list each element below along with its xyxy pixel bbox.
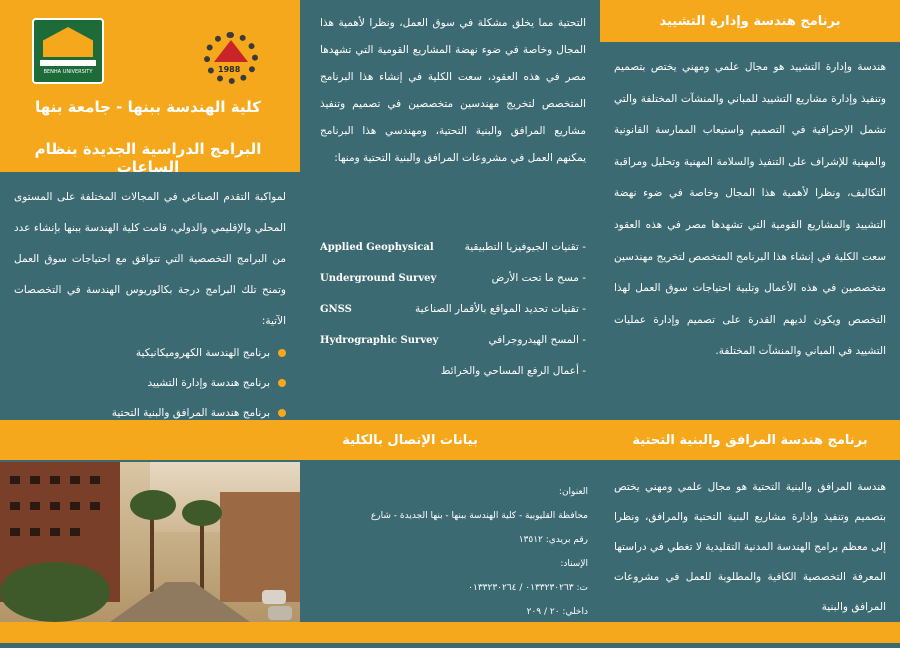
photo-window (70, 476, 80, 484)
construction-program-text: هندسة وإدارة التشييد هو مجال علمي ومهني يختص بتصميم وتنفيذ وإدارة مشاريع التشييد للمباني والمنشآت المختلفة والتي تشمل الإحترافية في التصميم واستيعاب الممارسة القانونية والمهنية للإشراف على التنفيذ والسلامة المهنية وتحليل ومراقبة التكاليف، ونظرا لأهمية هذا المجال وخاصة في ضوء نهضة التشييد والمشاريع القومية التي تشهدها مصر في هذه العقود سعت الكلية في إنشاء هذا البرنامج المتخصص لتخريج مهندسين متخصصين في هذه الأعمال وتلبية احتياجات سوق العمل لهذا التخصص ويكون لديهم القدرة على تصميم وإدارة عمليات التشييد في المباني والمنشآت المختلفة. (614, 61, 886, 358)
technique-ar: - أعمال الرفع المساحي والخرائط (440, 365, 586, 377)
infra-program-text: هندسة المرافق والبنية التحتية هو مجال علمي ومهني يختص بتصميم وتنفيذ وإدارة مشاريع البنية التحتية والمرافق، ونظرا إلى معظم برامج الهندسة المدنية التقليدية لا تغطي في دراستها المعرفة التخصصية الكافية والمطلوبة للعمل في مشروعات المرافق والبنية (614, 481, 886, 613)
techniques-list (320, 232, 586, 387)
technique-ar: - تقنيات الجيوفيزيا التطبيقية (464, 241, 586, 253)
photo-window (30, 502, 40, 510)
infra-program-title: برنامج هندسة المرافق والبنية التحتية (632, 432, 868, 448)
photo-window (50, 502, 60, 510)
construction-program-header (600, 0, 900, 42)
technique-en: Hydrographic Survey (320, 335, 439, 346)
photo-window (70, 502, 80, 510)
photo-car (262, 590, 286, 604)
program-label: برنامج هندسة المرافق والبنية التحتية (111, 407, 270, 419)
program-subtitle: البرامج الدراسية الجديدة بنظام الساعات (34, 140, 262, 176)
construction-program-title: برنامج هندسة وإدارة التشييد (659, 13, 841, 29)
campus-photo (0, 462, 300, 622)
photo-window (50, 528, 60, 536)
photo-window (50, 476, 60, 484)
bullet-dot-icon (278, 409, 286, 417)
postal-code: رقم بريدي: ١٣٥١٢ (518, 535, 588, 545)
photo-window (30, 528, 40, 536)
programs-list (14, 338, 286, 428)
faculty-header-block (0, 0, 300, 176)
faculty-logo (200, 30, 262, 86)
photo-palm-crown (130, 490, 176, 520)
photo-building-right (220, 492, 300, 602)
photo-window (70, 528, 80, 536)
logo-caption: BENHA UNIVERSITY (43, 69, 93, 75)
technique-ar: - مسح ما تحت الأرض (491, 272, 586, 284)
list-item (320, 325, 586, 356)
list-item (320, 263, 586, 294)
contact-title: بيانات الإتصال بالكلية (342, 432, 478, 448)
faculty-title: كلية الهندسة ببنها - جامعة بنها (35, 98, 261, 116)
address-text: محافظة القليوبية - كلية الهندسة ببنها - بنها الجديدة - شارع (370, 511, 588, 521)
phone-label: الإسناد: (560, 559, 588, 569)
photo-car (268, 606, 292, 620)
address-label: العنوان: (558, 487, 588, 497)
infra-continued-text: التحتية مما يخلق مشكلة في سوق العمل، ونظرا لأهمية هذا المجال وخاصة في ضوء نهضة المشاريع القومية التي تشهدها مصر في هذه العقود، سعت الكلية في إنشاء هذا البرنامج المتخصص لتخريج مهندسين متخصصين في تصميم وتنفيذ مشاريع المرافق والبنية التحتية، ومهندسي هذا البرنامج يمكنهم العمل في مشروعات المرافق والبنية التحتية ومنها: (320, 17, 586, 164)
phone-numbers: ت: ٠١٣٣٢٣٠٢٦٣ / ٠١٣٣٢٣٠٢٦٤ (468, 583, 588, 593)
phone-extension: داخلي: ٢٠ / ٢٠٩ (526, 607, 588, 617)
photo-window (10, 502, 20, 510)
program-label: برنامج الهندسة الكهروميكانيكية (135, 347, 270, 359)
technique-en: Underground Survey (320, 273, 437, 284)
list-item (320, 294, 586, 325)
logo-building-shape (43, 27, 93, 57)
logo-base-bar (40, 60, 96, 66)
technique-ar: - المسح الهيدروجرافي (488, 334, 586, 346)
list-item (320, 232, 586, 263)
photo-window (30, 476, 40, 484)
photo-shrubs (0, 562, 110, 622)
university-logo (32, 18, 104, 84)
bullet-dot-icon (278, 349, 286, 357)
photo-window (90, 502, 100, 510)
program-label: برنامج هندسة وإدارة التشييد (147, 377, 270, 389)
list-item (320, 356, 586, 387)
intro-text: لمواكبة التقدم الصناعي في المجالات المختلفة على المستوى المحلي والإقليمي والدولي، قامت كلية الهندسة ببنها بإنشاء عدد من البرامج التخصصية التي تتوافق مع احتياجات سوق العمل وتمنح تلك البرامج درجة بكالوريوس الهندسة في التخصصات الآتية: (14, 191, 286, 327)
technique-ar: - تقنيات تحديد المواقع بالأقمار الصناعية (414, 303, 586, 315)
photo-window (10, 528, 20, 536)
photo-palm-crown (182, 500, 222, 526)
technique-en: Applied Geophysical (320, 242, 434, 253)
bullet-dot-icon (278, 379, 286, 387)
list-item (14, 368, 286, 398)
photo-window (90, 476, 100, 484)
list-item (14, 338, 286, 368)
logo-year: 1988 (218, 65, 241, 74)
photo-window (10, 476, 20, 484)
bottom-strip (0, 622, 900, 643)
technique-en: GNSS (320, 304, 352, 315)
